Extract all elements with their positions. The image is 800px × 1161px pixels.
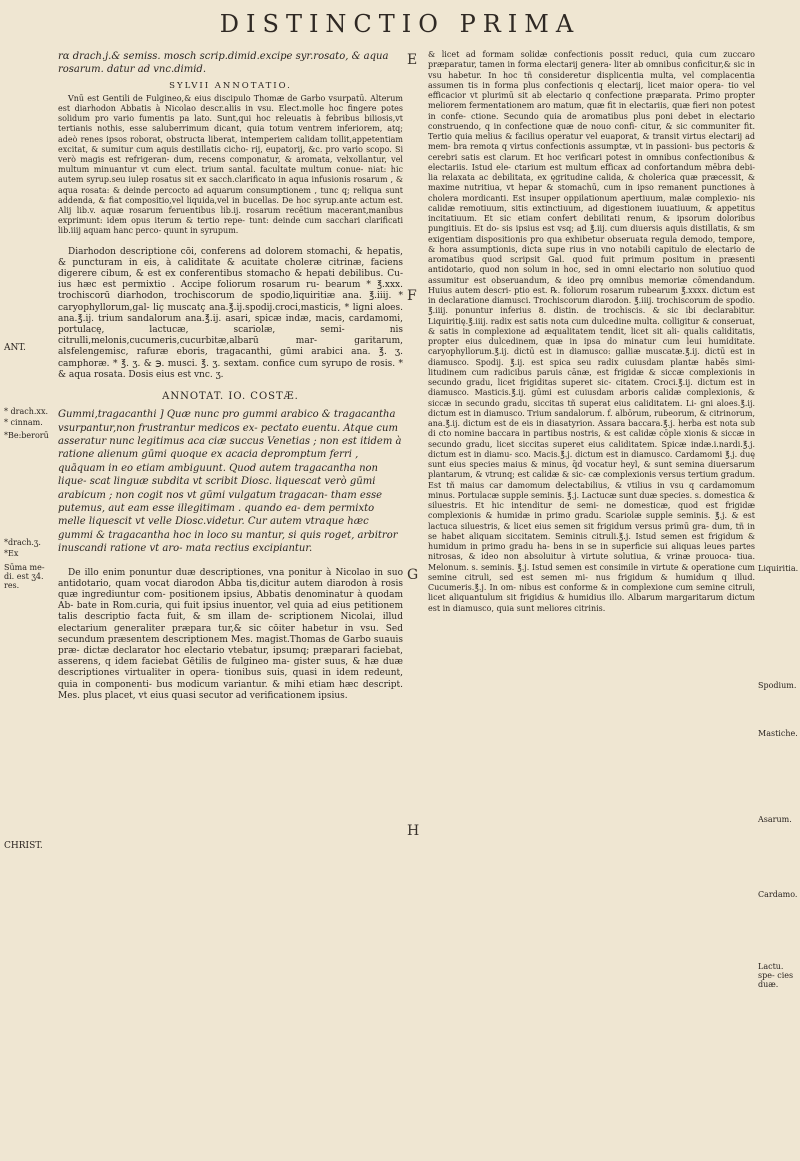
margin-asarum: Asarum. [758, 815, 792, 824]
marker-f: F [407, 288, 417, 304]
margin-note-3: *Be:berorū [4, 431, 49, 440]
margin-note-1: * drach.xx. [4, 407, 48, 416]
margin-spodium: Spodium. [758, 681, 797, 690]
costa-annotation: Gummi,tragacanthi ] Quæ nunc pro gummi arabico & tragacantha vsurpantur,non frustrantur medicos ex- pectato euentu. Atque cum asseratur nunc legitimus aca ciæ succus Venetias ; non est itidem à ratione alienum gūmi quoque ex acacia depromptum ferri , quāquam in eo etiam ambiguunt. Quod autem tragacantha non lique- scat linguæ subdita vt scribit Diosc. liquescat verò gūmi arabicum ; non cogit nos vt gūmi vulgatum tragacan- tham esse putemus, aut eam esse illegitimam . quando ea- dem permixto melle liquescit vt velle Diosc.videtur. Cur autem vtraque hæc gummi & tragacantha hoc in loco su mantur, si quis roget, arbitror inuscandi ratione vt aro- mata rectius excipiantur. [58, 409, 402, 555]
right-column [428, 50, 755, 616]
margin-liquiritia: Liquiritia. [758, 564, 799, 573]
marker-h: H [407, 823, 420, 839]
margin-note-5: *Ex [4, 549, 19, 558]
sylvii-heading: SYLVII ANNOTATIO. [169, 80, 292, 91]
costa-heading: ANNOTAT. IO. COSTÆ. [162, 391, 299, 403]
sylvii-annotation: Vnū est Gentili de Fulgineo,& eius discipulo Thomæ de Garbo vsurpatū. Alterum est diarhodon Abbatis à Nicolao descr.aliis in vsu. Elect.molle hoc fingere potes solidum pro vario fumentis pa lato. Sunt,qui hoc releuatis à febribus biliosis,vt tertianis nothis, esse saluberrimum dicant, quia totum ventrem inferiorem, atq; adeò renes ipsos roborat, obstructa liberat, intemperiem calidam tollit,appetentiam excitat, & sumitur cum aquis destillatis cicho- rij, eupatorij, &c. pro vario scopo. Si verò magis est refrigeran- dum, recens componatur, & aromata, velxollantur, vel multum minuantur vt cum elect. trium santal. facultate multum conue- niat: hic autem syrup.seu iulep rosatus sit ex sacch.clarificato in aqua infusionis rosarum , & aqua rosata: & deinde percocto ad aquarum consumptionem , tunc q; reliqua sunt addenda, & fiat compositio,vel liquida,vel in bucellas. De hoc syrup.ante actum est. Alij lib.v. aquæ rosarum feruentibus lib.ij. rosarum recētium macerant,manibus exprimunt: idem opus iterum & tertio repe- tunt: deinde cum sacchari clarificati lib.iiij aquam hanc perco- quunt in syrupum. [58, 93, 403, 236]
christ-commentary: De illo enim ponuntur duæ descriptiones, vna ponitur à Nicolao in suo antidotario, quam vocat diarodon Abba tis,dicitur autem diarodon à rosis quæ ingrediuntur com- positionem ipsius, Abbatis denominatur à quodam Ab- bate in Rom.curia, qui fuit ipsius inuentor, vel quia ad eius petitionem talis descriptio facta fuit, & sm illam de- scriptionem Nicolai, illud electarium generaliter præpara tur,& sic cōiter habetur in vsu. Sed secundum præsentem descriptionem Mes. magist.Thomas de Garbo suauis præ- dictæ declarator hoc electario vtebatur, ipsumq; præparari faciebat, asserens, q idem faciebat Gētilis de fulgineo ma- gister suus, & hæ duæ descriptiones virtualiter in opera- tionibus suis, quasi in idem redeunt, quia in componenti- bus modicum variantur. & mihi etiam hæc descript. Mes. plus placet, vt eius quasi secutor ad verificationem ipsius. [58, 567, 403, 701]
margin-note-2: * cinnam. [4, 418, 43, 427]
margin-ant: ANT. [4, 343, 26, 353]
marker-g: G [407, 567, 419, 583]
left-column [58, 50, 403, 705]
diarhodon-recipe: Diarhodon descriptione cōi, conferens ad dolorem stomachi, & hepatis, & puncturam in eis, à caliditate & acuitate choleræ citrinæ, faciens digerere cibum, & est ex conferentibus stomacho & hepati debilibus. Cu- ius hæc est permixtio . Accipe foliorum rosarum ru- bearum * ℥.xxx. trochiscorū diarhodon, trochiscorum de spodio,liquiritiæ ana. ℥.iiij. * caryophyllorum,gal- liç muscatç ana.℥.ij.spodij.croci,masticis, * ligni aloes. ana.℥.ij. trium sandalorum ana.℥.ij. asari, spicæ indæ, macis, cardamomi, portulacę, lactucæ, scariolæ, semi- nis citrulli,melonis,cucumeris,cucurbitæ,albarū mar- garitarum, alsfelengemisc, rafuræ eboris, tragacanthi, gūmi arabici ana. ℥. ʒ. camphoræ. * ℥. ʒ. & ℈. musci. ℥. ʒ. sextam. confice cum syrupo de rosis. * & aqua rosata. Dosis eius est vnc. ʒ. [58, 246, 403, 380]
margin-note-6: Sūma me- di. est ʒ4. res. [4, 563, 45, 590]
right-commentary: & licet ad formam solidæ confectionis possit reduci, quia cum zuccaro præparatur, tamen in forma electarij genera- liter ab omnibus conficitur,& sic in vsu habetur. In hoc tñ consideretur displicentia multa, vel complacentia assumen tis in forma plus confectionis q electarij, licet maior opera- tio vel efficacior vt plurimū sit ab electario q confectione præparata. Primo propter meliorem fermentationem aro matum, quæ fit in electariis, quæ fieri non potest in confe- ctione. Secundo quia de aromatibus plus poni debet in electario construendo, q in confectione quæ de nouo confi- citur, & sic communiter fit. Tertio quia melius & facilius operatur vel euaporat, & transit virtus electarij ad mem- bra remota q virtus confectionis assumptæ, vt in passioni- bus pectoris & cerebri satis est clarum. Et hoc verificari potest in omnibus confectionibus & electariis. Istud ele- ctarium est multum efficax ad confortandum mēbra debi- lia relaxata ac debilitata, ex ęgritudine calida, & cholerica quæ præcessit, & maxime nutritiua, vt hepar & stomachū, cum in ipso remanent punctiones à cholera mordicanti. Est insuper oppilationum apertiuum, malæ complexio- nis calidæ remotiuum, sitis extinctiuum, ad digestionem iuuatiuum, & appetitus incitatiuum. Et sic etiam confert debilitati renum, & ipsorum doloribus pungitiuis. Et do- sis ipsius est vsq; ad ℥.iij. cum diuersis aquis distillatis, & sm exigentiam dispositionis pro qua exhibetur obseruata regula demodo, tempore, & hora assumptionis, dicta supe rius in vno notabili capitulo de electario de aromatibus quod scripsit Gal. quod fuit primum positum in præsenti antidotario, quod non solum in hoc, sed in omni electario non solutiuo quod assumitur est obseruandum, & ideo prę omnibus memoriæ cōmendandum. Huius autem descri- ptio est. ℞. foliorum rosarum rubearum ℥.xxxx. dictum est in declaratione diamusci. Trochiscorum diarodon. ℥.iiij. trochiscorum de spodio. ℥.iiij. ponuntur inferius 8. distin. de trochiscis. & sic ibi declarabitur. Liquiritię.℥.iiij. radix est satis nota cum dulcedine multa. colligitur & conseruat, & satis in complexione ad æqualitatem tendit, licet sit ali- qualis caliditatis, propter eius dulcedinem, quæ in ipsa do minatur cum leui humiditate. caryophyllorum.℥.ij. dictū est in diamusco: galliæ muscatæ.℥.ij. dictū est in diamusco. Spodij. ℥.ij. est spica seu radix cuiusdam plantæ habēs simi- litudinem cum radicibus paruis cānæ, est frigidæ & siccæ complexionis in secundo gradu, licet frigiditas superet sic- citatem. Croci.℥.ij. dictum est in diamusco. Masticis.℥.ij. gūmi est cuiusdam arboris calidæ complexionis, & siccæ in secundo gradu, siccitas tñ superat eius caliditatem. Li- gni aloes.℥.ij. dictum est in diamusco. Trium sandalorum. f. albōrum, rubeorum, & citrinorum, ana.℥.ij. dictum est de eis in diasatyrion. Assara baccara.℥.j. herba est nota sub di cto nomine baccara in partibus nostris, & est calidæ cōple xionis & siccæ in secundo gradu, licet siccitas superet eius caliditatem. Spicæ indæ.i.nardi.℥.j. dictum est in diamu- sco. Macis.℥.j. dictum est in diamusco. Cardamomi ℥.j. duę sunt eius species maius & minus, q̄d vocatur heyl, & sunt semina diuersarum plantarum, & vtrunq; est calidæ & sic- cæ complexionis versus tertium gradum. Est tñ maius car damomum delectabilius, & vtilius in vsu q cardamomum minus. Portulacæ supple seminis. ℥.j. Lactucæ sunt duæ species. s. domestica & siluestris. Et hic intenditur de semi- ne domesticæ, quod est frigidæ complexionis & humidæ in primo gradu. Scariolæ supple seminis. ℥.j. & est lactuca siluestris, & licet eius semen sit frigidum versus primū gra- dum, tñ in se habet aliquam siccitatem. Seminis citruli.℥.j. Istud semen est frigidum & humidum in primo gradu ha- bens in se in superficie sui aliquas leues partes nitrosas, & ideo non absoluitur à virtute solutiua, & vrinæ prouoca- tiua. Melonum. s. seminis. ℥.j. Istud semen est consimile in virtute & operatione cum semine citruli, sed est semen mi- nus frigidum & humidum q illud. Cucumeris.℥.j. In om- nibus est conforme & in complexione cum semine citruli, licet aliquantulum sit frigidius & humidius illo. Albarum margaritarum dictum est in diamusco, quia sunt meliores citrinis. [428, 50, 755, 613]
marker-e: E [407, 52, 418, 68]
margin-lactuca: Lactu. spe- cies duæ. [758, 962, 794, 989]
margin-note-4: *drach.ʒ. [4, 538, 41, 547]
margin-mastiche: Mastiche. [758, 729, 798, 738]
intro-text: rα drach.j.& semiss. mosch scrip.dimid.excipe syr.rosato, & aqua rosarum. datur ad vnc.dimid. [58, 51, 389, 76]
margin-christ: CHRIST. [4, 841, 43, 851]
page-header: DISTINCTIO PRIMA [219, 10, 581, 38]
margin-cardamo: Cardamo. [758, 890, 798, 899]
